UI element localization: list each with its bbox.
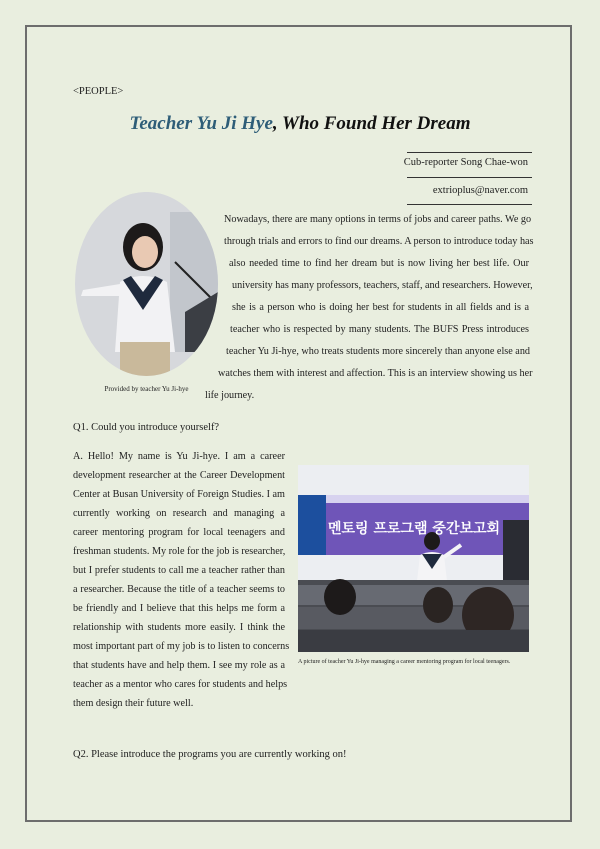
intro-line: university has many professors, teachers, staff, and researchers. However, bbox=[232, 280, 533, 291]
teacher-portrait-photo bbox=[75, 192, 218, 376]
byline-rule-top bbox=[407, 152, 532, 153]
intro-line: through trials and errors to find our dreams. A person to introduce today has bbox=[224, 236, 534, 247]
banner-text: 멘토링 프로그램 중간보고회 bbox=[328, 521, 501, 537]
answer-line: currently working on research and managing a bbox=[73, 508, 285, 519]
question-1: Q1. Could you introduce yourself? bbox=[73, 422, 220, 433]
answer-line: but I prefer students to call me a teacher rather than bbox=[73, 565, 285, 576]
mentoring-program-photo bbox=[298, 465, 529, 652]
title-rest: , Who Found Her Dream bbox=[272, 113, 471, 134]
answer-line: relationship with students more easily. I think the bbox=[73, 622, 285, 633]
intro-line: watches them with interest and affection. This is an interview showing us her bbox=[218, 368, 533, 379]
byline-rule-bottom bbox=[407, 204, 532, 205]
mentoring-illustration bbox=[298, 465, 529, 652]
answer-line: that students have and help them. I see my role as a bbox=[73, 660, 285, 671]
question-2: Q2. Please introduce the programs you are currently working on! bbox=[73, 749, 347, 760]
portrait-illustration bbox=[75, 192, 218, 376]
intro-line: teacher who is respected by many students. The BUFS Press introduces bbox=[230, 324, 529, 335]
mentoring-photo-caption: A picture of teacher Yu Ji-hye managing a career mentoring program for local teenagers. bbox=[298, 659, 511, 665]
answer-line: most important part of my job is to listen to concerns bbox=[73, 641, 290, 652]
intro-line: she is a person who is doing her best for students in all fields and is a bbox=[232, 302, 529, 313]
portrait-caption: Provided by teacher Yu Ji-hye bbox=[104, 385, 189, 393]
answer-line: be friendly and I believe that this helps me form a bbox=[73, 603, 285, 614]
answer-line: a researcher. Because the title of a teacher seems to bbox=[73, 584, 285, 595]
answer-line: them design their future well. bbox=[73, 698, 194, 709]
title-name: Teacher Yu Ji Hye bbox=[129, 113, 273, 134]
answer-line: career mentoring program for local teenagers and bbox=[73, 527, 285, 538]
section-tag: <PEOPLE> bbox=[73, 86, 124, 97]
intro-line: Nowadays, there are many options in terms of jobs and career paths. We go bbox=[224, 214, 532, 225]
byline-rule-middle bbox=[407, 177, 532, 178]
intro-line: life journey. bbox=[205, 390, 255, 401]
answer-line: freshman students. My role for the job is researcher, bbox=[73, 546, 286, 557]
answer-line: teacher as a mentor who cares for students and helps bbox=[73, 679, 288, 690]
reporter-name: Cub-reporter Song Chae-won bbox=[403, 157, 528, 168]
reporter-email: extrioplus@naver.com bbox=[432, 185, 528, 196]
intro-line: also needed time to find her dream but is now living her best life. Our bbox=[229, 258, 529, 269]
article-title bbox=[0, 113, 600, 135]
answer-line: A. Hello! My name is Yu Ji-hye. I am a career bbox=[73, 451, 285, 462]
intro-line: teacher Yu Ji-hye, who treats students more sincerely than anyone else and bbox=[226, 346, 531, 357]
answer-line: development researcher at the Career Development bbox=[73, 470, 285, 481]
answer-line: Center at Busan University of Foreign Studies. I am bbox=[73, 489, 285, 500]
